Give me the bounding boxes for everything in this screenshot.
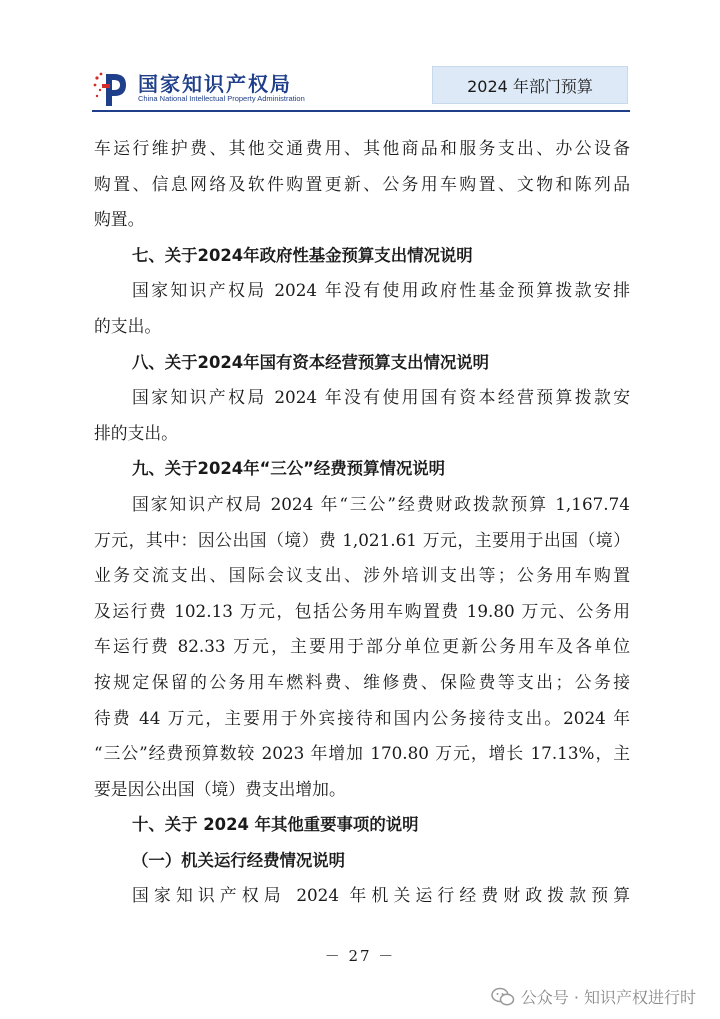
section-heading: 十、关于 2024 年其他重要事项的说明 xyxy=(132,815,419,835)
paragraph-line: 车运行维护费、其他交通费用、其他商品和服务支出、办公设备 xyxy=(94,138,630,158)
org-name-english: China National Intellectual Property Administration xyxy=(138,94,305,103)
paragraph-line: 排的支出。 xyxy=(94,422,178,443)
cnipa-logo-icon xyxy=(92,68,132,108)
watermark xyxy=(491,985,696,1008)
paragraph-line: 国家知识产权局 2024 年“三公”经费财政拨款预算 1,167.74 xyxy=(132,493,630,514)
paragraph-line: 及运行费 102.13 万元，包括公务用车购置费 19.80 万元、公务用 xyxy=(94,600,630,621)
wechat-icon xyxy=(491,987,515,1007)
document-body xyxy=(94,131,630,914)
paragraph-line: 购置。 xyxy=(94,209,145,230)
paragraph-line: 业务交流支出、国际会议支出、涉外培训支出等；公务用车购置 xyxy=(94,565,630,586)
section-heading: （一）机关运行经费情况说明 xyxy=(132,850,346,870)
budget-title-badge: 2024 年部门预算 xyxy=(432,66,628,104)
org-name: 国家知识产权局 xyxy=(138,72,292,96)
section-heading: 九、关于2024年“三公”经费预算情况说明 xyxy=(132,459,446,479)
paragraph-line: 要是因公出国（境）费支出增加。 xyxy=(94,778,346,799)
paragraph-line: 购置、信息网络及软件购置更新、公务用车购置、文物和陈列品 xyxy=(94,173,630,194)
paragraph-line: 国家知识产权局 2024 年没有使用国有资本经营预算拨款安 xyxy=(132,387,630,408)
header-divider xyxy=(92,110,630,112)
paragraph-line: 国家知识产权局 2024 年机关运行经费财政拨款预算 xyxy=(132,885,630,906)
page-number: － 27 － xyxy=(324,947,396,965)
paragraph-line: 待费 44 万元，主要用于外宾接待和国内公务接待支出。2024 年 xyxy=(94,707,630,728)
section-heading: 八、关于2024年国有资本经营预算支出情况说明 xyxy=(132,352,490,372)
paragraph-line: 车运行费 82.33 万元，主要用于部分单位更新公务用车及各单位 xyxy=(94,636,630,657)
paragraph-line: 的支出。 xyxy=(94,315,162,336)
paragraph-line: 按规定保留的公务用车燃料费、维修费、保险费等支出；公务接 xyxy=(94,671,630,692)
paragraph-line: “三公”经费预算数较 2023 年增加 170.80 万元，增长 17.13%，主 xyxy=(94,743,630,764)
paragraph-line: 国家知识产权局 2024 年没有使用政府性基金预算拨款安排 xyxy=(132,280,630,301)
watermark-text: 公众号 · 知识产权进行时 xyxy=(520,988,696,1007)
page-header xyxy=(0,0,720,115)
paragraph-line: 万元，其中：因公出国（境）费 1,021.61 万元，主要用于出国（境） xyxy=(94,529,630,550)
section-heading: 七、关于2024年政府性基金预算支出情况说明 xyxy=(132,245,473,265)
